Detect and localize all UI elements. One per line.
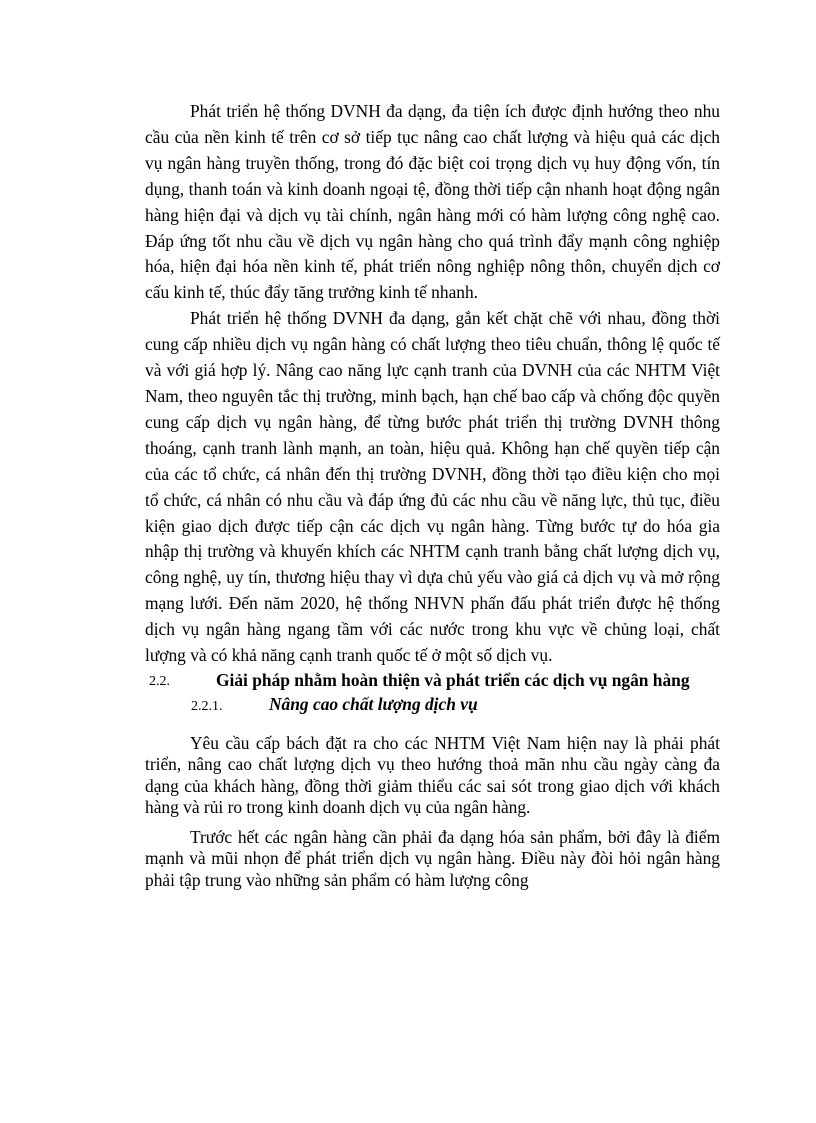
- section-number: 2.2.: [149, 673, 170, 689]
- body-paragraph-4: Trước hết các ngân hàng cần phải đa dạng hóa sản phẩm, bởi đây là điểm mạnh và mũi nhọn để phát triển dịch vụ ngân hàng. Điều này đòi hỏi ngân hàng phải tập trung vào những sản phẩm có hàm lượng công: [145, 826, 720, 890]
- section-title: Giải pháp nhằm hoàn thiện và phát triển các dịch vụ ngân hàng: [216, 669, 690, 690]
- section-heading: [145, 669, 720, 692]
- body-paragraph-3: Yêu cầu cấp bách đặt ra cho các NHTM Việt Nam hiện nay là phải phát triển, nâng cao chất lượng dịch vụ theo hướng thoả mãn nhu cầu ngày càng đa dạng của khách hàng, đồng thời giảm thiểu các sai sót trong giao dịch với khách hàng và rủi ro trong kinh doanh dịch vụ của ngân hàng.: [145, 732, 720, 818]
- body-paragraph-2: Phát triển hệ thống DVNH đa dạng, gắn kết chặt chẽ với nhau, đồng thời cung cấp nhiều dịch vụ ngân hàng có chất lượng theo tiêu chuẩn, thông lệ quốc tế và với giá hợp lý. Nâng cao năng lực cạnh tranh của DVNH của các NHTM Việt Nam, theo nguyên tắc thị trường, minh bạch, hạn chế bao cấp và chống độc quyền cung cấp dịch vụ ngân hàng, để từng bước phát triển thị trường DVNH thông thoáng, cạnh tranh lành mạnh, an toàn, hiệu quả. Không hạn chế quyền tiếp cận của các tổ chức, cá nhân đến thị trường DVNH, đồng thời tạo điều kiện cho mọi tổ chức, cá nhân có nhu cầu và đáp ứng đủ các nhu cầu về năng lực, thủ tục, điều kiện giao dịch được tiếp cận các dịch vụ ngân hàng. Từng bước tự do hóa gia nhập thị trường và khuyến khích các NHTM cạnh tranh bằng chất lượng dịch vụ, công nghệ, uy tín, thương hiệu thay vì dựa chủ yếu vào giá cả dịch vụ và mở rộng mạng lưới. Đến năm 2020, hệ thống NHVN phấn đấu phát triển được hệ thống dịch vụ ngân hàng ngang tầm với các nước trong khu vực về chủng loại, chất lượng và có khả năng cạnh tranh quốc tế ở một số dịch vụ.: [145, 308, 720, 666]
- subsection-number: 2.2.1.: [191, 698, 223, 714]
- subsection-heading: [145, 692, 720, 719]
- body-paragraph-1: Phát triển hệ thống DVNH đa dạng, đa tiện ích được định hướng theo nhu cầu của nền kinh tế trên cơ sở tiếp tục nâng cao chất lượng và hiệu quả các dịch vụ ngân hàng truyền thống, trong đó đặc biệt coi trọng dịch vụ huy động vốn, tín dụng, thanh toán và kinh doanh ngoại tệ, đồng thời tiếp cận nhanh hoạt động ngân hàng hiện đại và dịch vụ tài chính, ngân hàng mới có hàm lượng công nghệ cao. Đáp ứng tốt nhu cầu về dịch vụ ngân hàng cho quá trình đẩy mạnh công nghiệp hóa, hiện đại hóa nền kinh tế, phát triển nông nghiệp nông thôn, chuyển dịch cơ cấu kinh tế, thúc đẩy tăng trưởng kinh tế nhanh.: [145, 101, 720, 303]
- subsection-title: Nâng cao chất lượng dịch vụ: [269, 693, 478, 714]
- document-page: [145, 99, 720, 891]
